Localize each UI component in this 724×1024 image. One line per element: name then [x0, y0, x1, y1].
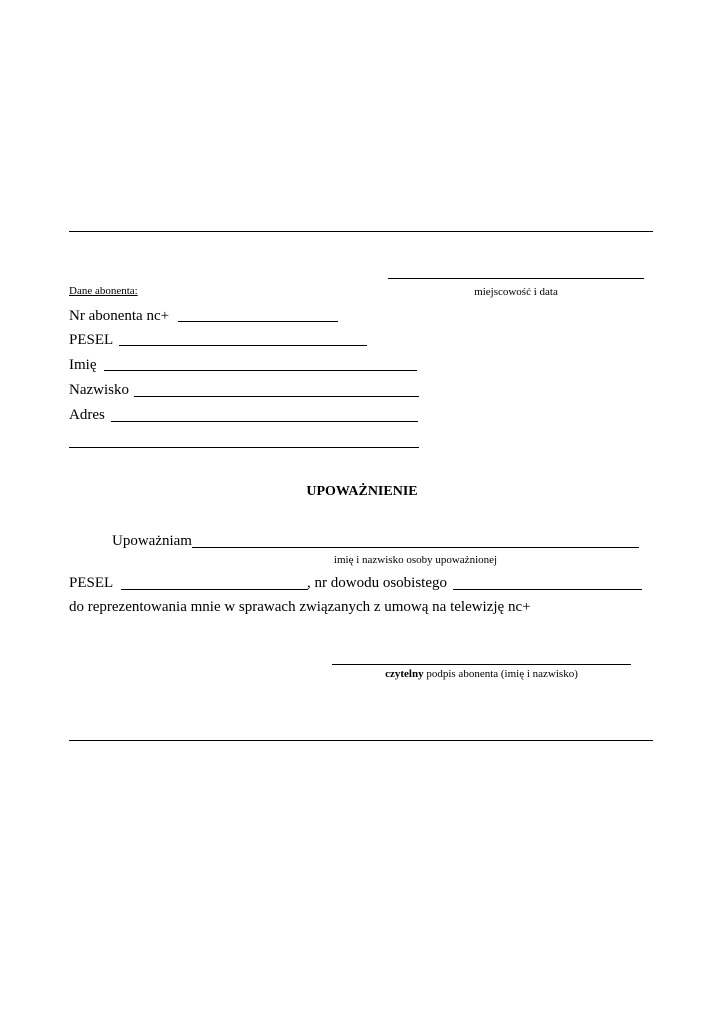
authorize-label: Upoważniam: [112, 533, 192, 549]
id-number-field[interactable]: [453, 589, 642, 590]
signature-caption: [332, 669, 631, 680]
bottom-separator: [69, 740, 653, 741]
signature-line[interactable]: [332, 664, 631, 665]
authorized-pesel-field[interactable]: [121, 589, 308, 590]
signature-caption-rest: podpis abonenta (imię i nazwisko): [423, 668, 578, 680]
last-name-field[interactable]: [134, 396, 419, 397]
pesel-field[interactable]: [119, 345, 367, 346]
address-label: Adres: [69, 407, 105, 423]
authorized-pesel-label: PESEL: [69, 575, 114, 591]
last-name-label: Nazwisko: [69, 382, 129, 398]
subscriber-number-label: Nr abonenta nc+: [69, 308, 170, 324]
top-separator: [69, 231, 653, 232]
subscriber-number-field[interactable]: [178, 321, 338, 322]
date-caption: miejscowość i data: [474, 286, 558, 298]
first-name-field[interactable]: [104, 370, 417, 371]
date-line[interactable]: [388, 278, 644, 279]
id-number-label: , nr dowodu osobistego: [307, 575, 447, 591]
purpose-text: do reprezentowania mnie w sprawach związanych z umową na telewizję nc+: [69, 599, 531, 615]
address-field-second-line[interactable]: [69, 447, 419, 448]
authorized-person-caption: imię i nazwisko osoby upoważnionej: [333, 554, 498, 566]
pesel-label: PESEL: [69, 332, 114, 348]
subscriber-heading: Dane abonenta:: [69, 285, 138, 297]
authorized-person-field[interactable]: [192, 547, 639, 548]
signature-caption-bold: czytelny: [385, 668, 424, 680]
document-title: UPOWAŻNIENIE: [306, 484, 418, 499]
address-field[interactable]: [111, 421, 418, 422]
first-name-label: Imię: [69, 357, 97, 373]
